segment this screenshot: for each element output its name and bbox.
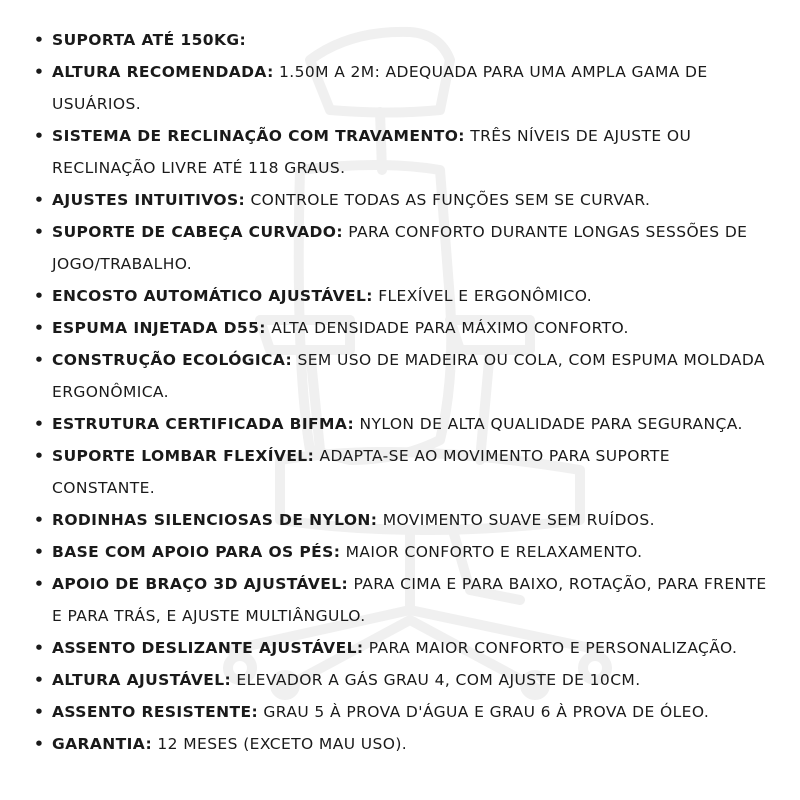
feature-label: RODINHAS SILENCIOSAS DE NYLON: — [52, 511, 378, 529]
feature-label: BASE COM APOIO PARA OS PÉS: — [52, 543, 341, 561]
bullet-icon: • — [34, 575, 45, 593]
feature-description: SEM USO DE MADEIRA OU COLA, COM ESPUMA MOLDADA ERGONÔMICA. — [52, 351, 765, 401]
bullet-icon: • — [34, 127, 45, 145]
feature-label: SUPORTE LOMBAR FLEXÍVEL: — [52, 447, 315, 465]
feature-label: SUPORTA ATÉ 150KG: — [52, 31, 247, 49]
feature-label: ASSENTO RESISTENTE: — [52, 703, 259, 721]
bullet-icon: • — [34, 287, 45, 305]
feature-label: SISTEMA DE RECLINAÇÃO COM TRAVAMENTO: — [52, 127, 465, 145]
feature-description: ADAPTA-SE AO MOVIMENTO PARA SUPORTE CONSTANTE. — [52, 447, 670, 497]
feature-description: NYLON DE ALTA QUALIDADE PARA SEGURANÇA. — [359, 415, 743, 433]
feature-description: 12 MESES (EXCETO MAU USO). — [157, 735, 408, 753]
feature-description: CONTROLE TODAS AS FUNÇÕES SEM SE CURVAR. — [250, 191, 651, 209]
feature-list — [32, 24, 772, 760]
feature-item — [32, 216, 772, 280]
feature-label: GARANTIA: — [52, 735, 153, 753]
feature-label: ENCOSTO AUTOMÁTICO AJUSTÁVEL: — [52, 287, 373, 305]
feature-description: ALTA DENSIDADE PARA MÁXIMO CONFORTO. — [271, 319, 629, 337]
bullet-icon: • — [34, 31, 45, 49]
feature-item — [32, 280, 772, 312]
feature-label: ESTRUTURA CERTIFICADA BIFMA: — [52, 415, 355, 433]
feature-description: PARA CONFORTO DURANTE LONGAS SESSÕES DE JOGO/TRABALHO. — [52, 223, 748, 273]
feature-label: ESPUMA INJETADA D55: — [52, 319, 266, 337]
feature-description: PARA MAIOR CONFORTO E PERSONALIZAÇÃO. — [368, 639, 738, 657]
feature-description: PARA CIMA E PARA BAIXO, ROTAÇÃO, PARA FRENTE E PARA TRÁS, E AJUSTE MULTIÂNGULO. — [52, 575, 767, 625]
bullet-icon: • — [34, 223, 45, 241]
feature-item — [32, 184, 772, 216]
feature-item — [32, 56, 772, 120]
feature-label: ALTURA RECOMENDADA: — [52, 63, 274, 81]
bullet-icon: • — [34, 639, 45, 657]
feature-item — [32, 504, 772, 536]
feature-label: ALTURA AJUSTÁVEL: — [52, 671, 232, 689]
feature-label: SUPORTE DE CABEÇA CURVADO: — [52, 223, 343, 241]
bullet-icon: • — [34, 671, 45, 689]
feature-label: ASSENTO DESLIZANTE AJUSTÁVEL: — [52, 639, 364, 657]
bullet-icon: • — [34, 351, 45, 369]
feature-description: GRAU 5 À PROVA D'ÁGUA E GRAU 6 À PROVA DE ÓLEO. — [263, 703, 710, 721]
bullet-icon: • — [34, 735, 45, 753]
feature-label: AJUSTES INTUITIVOS: — [52, 191, 246, 209]
bullet-icon: • — [34, 415, 45, 433]
feature-item — [32, 696, 772, 728]
feature-item — [32, 344, 772, 408]
feature-description: 1.50M A 2M: ADEQUADA PARA UMA AMPLA GAMA DE USUÁRIOS. — [52, 63, 708, 113]
feature-description: ELEVADOR A GÁS GRAU 4, COM AJUSTE DE 10CM. — [236, 671, 641, 689]
feature-item — [32, 120, 772, 184]
feature-description: MAIOR CONFORTO E RELAXAMENTO. — [345, 543, 643, 561]
bullet-icon: • — [34, 511, 45, 529]
feature-item — [32, 664, 772, 696]
bullet-icon: • — [34, 63, 45, 81]
feature-item — [32, 24, 772, 56]
bullet-icon: • — [34, 447, 45, 465]
feature-item — [32, 568, 772, 632]
feature-item — [32, 440, 772, 504]
bullet-icon: • — [34, 319, 45, 337]
bullet-icon: • — [34, 543, 45, 561]
feature-item — [32, 728, 772, 760]
feature-item — [32, 408, 772, 440]
feature-description: MOVIMENTO SUAVE SEM RUÍDOS. — [382, 511, 655, 529]
feature-description: TRÊS NÍVEIS DE AJUSTE OU RECLINAÇÃO LIVRE ATÉ 118 GRAUS. — [52, 127, 692, 177]
feature-label: CONSTRUÇÃO ECOLÓGICA: — [52, 351, 293, 369]
feature-label: APOIO DE BRAÇO 3D AJUSTÁVEL: — [52, 575, 349, 593]
feature-item — [32, 312, 772, 344]
bullet-icon: • — [34, 703, 45, 721]
feature-description: FLEXÍVEL E ERGONÔMICO. — [378, 287, 593, 305]
bullet-icon: • — [34, 191, 45, 209]
feature-item — [32, 632, 772, 664]
feature-item — [32, 536, 772, 568]
